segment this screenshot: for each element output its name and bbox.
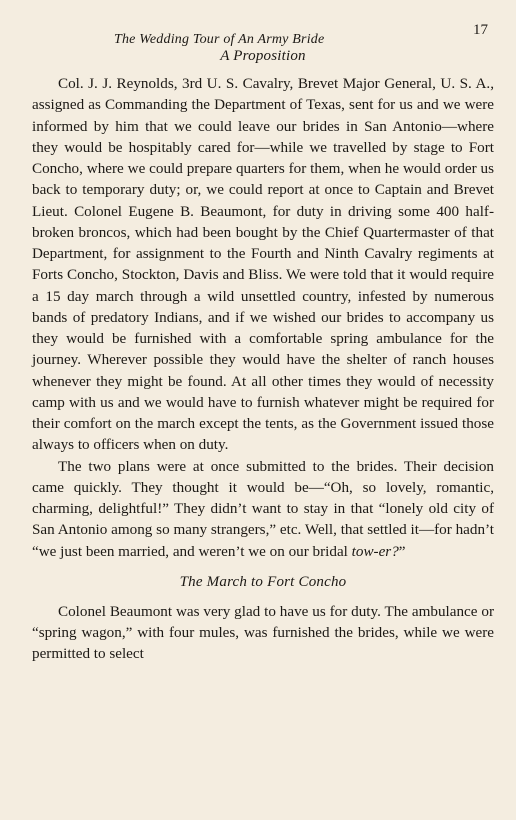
paragraph-2 (32, 456, 494, 562)
closing-quote: ” (398, 542, 406, 560)
paragraph-2-text: The two plans were at once submitted to the brides. Their decision came quickly. They thought it would be—“Oh, so lovely, romantic, charming, delightful!” They didn’t want to stay in that “lonely old city of San Antonio among so many strangers,” etc. Well, that settled it—for hadn’t “we just been married, and weren’t we on our bridal (32, 457, 494, 560)
section-title-march: The March to Fort Concho (179, 573, 347, 590)
section-body-proposition (32, 73, 494, 562)
paragraph-3: Colonel Beaumont was very glad to have us for duty. The ambulance or “spring wagon,” with four mules, was furnished the brides, while we were permitted to select (32, 602, 494, 663)
section-body-march (32, 601, 494, 665)
page-header (32, 16, 494, 46)
page-number: 17 (473, 22, 488, 38)
running-title: The Wedding Tour of An Army Bride (114, 32, 325, 47)
paragraph-1: Col. J. J. Reynolds, 3rd U. S. Cavalry, Brevet Major General, U. S. A., assigned as Commanding the Department of Texas, sent for us and we were informed by him that we could leave our brides in San Antonio—where they would be hospitably cared for—while we travelled by stage to Fort Concho, where we could prepare quarters for them, when he would order us back to temporary duty; or, we could report at once to Captain and Brevet Lieut. Colonel Eugene B. Beaumont, for duty in driving some 400 half-broken broncos, which had been bought by the Chief Quartermaster of that Department, for assignment to the Fourth and Ninth Cavalry regiments at Forts Concho, Stockton, Davis and Bliss. We were told that it would require a 15 day march through a wild unsettled country, infested by numerous bands of predatory Indians, and if we wished our brides to accompany us they would be furnished with a comfortable spring ambulance for the journey. Wherever possible they would have the shelter of ranch houses whenever they might be found. At all other times they would of necessity camp with us and we would have to furnish whatever might be required for their comfort on the march except the tents, as the Government issued those always to officers when on duty. (32, 75, 494, 454)
bridal-tour-italic: tow-er? (351, 542, 399, 560)
section-title-proposition: A Proposition (220, 48, 306, 64)
